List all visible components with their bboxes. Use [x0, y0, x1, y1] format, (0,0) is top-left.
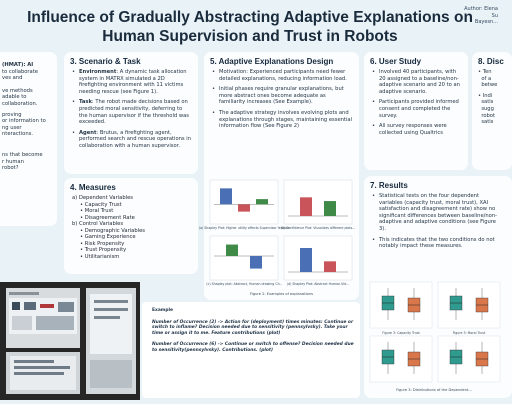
left-line: ns that become: [2, 151, 43, 158]
scenario-item: • Agent: Brutus, a firefighting agent, performed search and rescue operations in collaboration with a human supervisor.: [72, 130, 192, 150]
measure-item: • Moral Trust: [80, 208, 114, 214]
author-line: Author: Elena: [464, 6, 498, 12]
left-line: collaboration.: [2, 100, 38, 107]
chart-caption: (c) Shapley plot: Abstract, Human drawing Ch..: [206, 282, 282, 286]
adaptive-item: • The adaptive strategy involves evolving plots and explanations through stages, maintaining essential information flow (See Figure 2): [212, 110, 353, 130]
measure-item: • Demographic Variables: [80, 227, 145, 234]
interface-screenshot: [0, 282, 140, 400]
study-item: • Participants provided informed consent and completed the survey.: [372, 99, 462, 119]
author-line: Bayesn...: [474, 19, 498, 25]
author-line: Su: [491, 12, 498, 19]
chart-frame: [284, 236, 352, 280]
chart-bar: [324, 261, 336, 272]
chart-bar: [220, 188, 232, 204]
left-line: proving: [2, 111, 22, 118]
authors-block: [458, 6, 498, 26]
discussion-line: sugg: [481, 105, 494, 112]
study-item: • Involved 40 participants, with 20 assigned to a baseline/non-adaptive scenario and 20 to an adaptive scenario.: [372, 69, 462, 95]
chart-bar: [250, 256, 262, 269]
measure-item: • Trust Propensity: [80, 247, 127, 253]
study-heading: 6. User Study: [370, 57, 422, 66]
boxplot-caption: Figure 3: Capacity Trust: [382, 331, 420, 335]
adaptive-item: • Motivation: Experienced participants need fewer detailed explanations, reducing information load.: [212, 69, 353, 82]
discussion-line: satis: [481, 99, 494, 106]
chart-bar: [300, 248, 312, 272]
adaptive-item: • Initial phases require granular explanations, but more abstract ones become adequate as familiarity increases (See Example).: [212, 86, 353, 106]
left-line: ve methods: [2, 87, 33, 94]
measure-item: • Utilitarianism: [80, 253, 120, 260]
chart-bar: [324, 201, 336, 216]
scenario-heading: 3. Scenario & Task: [70, 57, 141, 66]
figure-2-caption: Figure 2: Examples of explanations: [250, 292, 313, 296]
left-line: to collaborate: [2, 68, 38, 75]
measure-item: • Gaming Experience: [80, 234, 136, 240]
results-panel: [364, 176, 512, 398]
discussion-line: of a: [481, 75, 492, 82]
control-label: b) Control Variables: [72, 221, 124, 227]
measure-item: • Capacity Trust: [80, 201, 122, 208]
discussion-panel: [472, 52, 512, 170]
measures-panel: [64, 178, 198, 274]
results-item: • This indicates that the two conditions do not notably impact these measures.: [372, 237, 498, 250]
left-line: nteractions.: [2, 131, 33, 138]
example-label: Example: [152, 308, 173, 313]
chart-caption: (b) Confidence Plot: Visualizes different plots...: [280, 226, 356, 230]
discussion-line: robot: [481, 112, 496, 119]
chart-bar: [226, 245, 238, 256]
scenario-panel: [64, 52, 198, 174]
left-line: ves and: [2, 75, 23, 82]
study-item: • All survey responses were collected using Qualtrics: [372, 123, 462, 136]
dependent-label: a) Dependent Variables: [72, 195, 133, 201]
chart-caption: (a) Shapley Plot: Higher utility affects Supervisor feature: [198, 226, 290, 230]
left-panel: [0, 52, 57, 226]
chart-bar: [256, 199, 268, 204]
boxplot-frame: [438, 282, 500, 328]
left-line: r human: [2, 158, 24, 165]
chart-frame: [210, 236, 278, 280]
discussion-line: • Indi: [478, 92, 493, 99]
example-line: Number of Occurrence (6) -> Continue or switch to offense? Decision needed due to sensitivity(pennsylvsky). Contributions. (plot): [152, 342, 354, 353]
measures-heading: 4. Measures: [70, 183, 116, 192]
discussion-line: satis: [481, 119, 494, 126]
adaptive-heading: 5. Adaptive Explanations Design: [210, 57, 334, 66]
measure-item: • Disagreement Rate: [80, 214, 135, 221]
example-line: Number of Occurrence (2) -> Action for (deployment) times minutes: Continue or switch to inflame? Decision needed due to sensitivity (pennsylvsky). Take your time or assign it to me. Feature contributions (plot): [152, 319, 354, 336]
left-line: ng user: [2, 124, 22, 131]
left-line: robot?: [2, 165, 19, 172]
boxplot-caption: Figure 3: Moral Trust: [452, 331, 486, 335]
adaptive-panel: [198, 52, 359, 300]
chart-frame: [284, 180, 352, 224]
scenario-item: • Environment: A dynamic task allocation system in MATRX simulated a 2D firefighting environment with 11 victims needing rescue (see Figure 1).: [72, 69, 192, 95]
results-boxplots: [364, 280, 512, 392]
chart-caption: (d) Shapley Plot: Abstract Human-Vid...: [286, 282, 350, 286]
left-line: or information to: [2, 118, 46, 125]
boxplot-frame: [370, 282, 432, 328]
adaptive-charts: [198, 176, 359, 296]
example-box: [142, 302, 360, 398]
results-heading: 7. Results: [370, 181, 408, 190]
left-heading: (HMAT): AI: [2, 62, 34, 68]
discussion-line: betwe: [481, 82, 498, 89]
discussion-heading: 8. Disc: [478, 57, 504, 66]
measure-item: • Risk Propensity: [80, 240, 125, 247]
discussion-line: • Ten: [478, 69, 492, 75]
left-line: adable to: [2, 94, 27, 101]
poster-title: Influence of Gradually Abstracting Adaptive Explanations on Human Supervision and Trust in Robots: [27, 9, 473, 45]
figure-3-caption: Figure 3: Distributions of the Dependent...: [396, 388, 472, 392]
results-item: • Statistical tests on the four dependent variables (capacity trust, moral trust), XAI satisfaction and disagreement rate) show no significant differences between baseline/non-adaptive and adaptive conditions (see Figure 3).: [372, 193, 498, 233]
study-panel: [364, 52, 468, 170]
chart-bar: [300, 197, 312, 216]
chart-bar: [238, 204, 250, 211]
boxplot-frame: [438, 336, 500, 382]
interface-photo: [0, 282, 140, 400]
scenario-item: • Task: The robot made decisions based on predicted moral sensitivity, deferring to the human supervisor if the threshold was exceeded.: [72, 99, 192, 125]
boxplot-frame: [370, 336, 432, 382]
